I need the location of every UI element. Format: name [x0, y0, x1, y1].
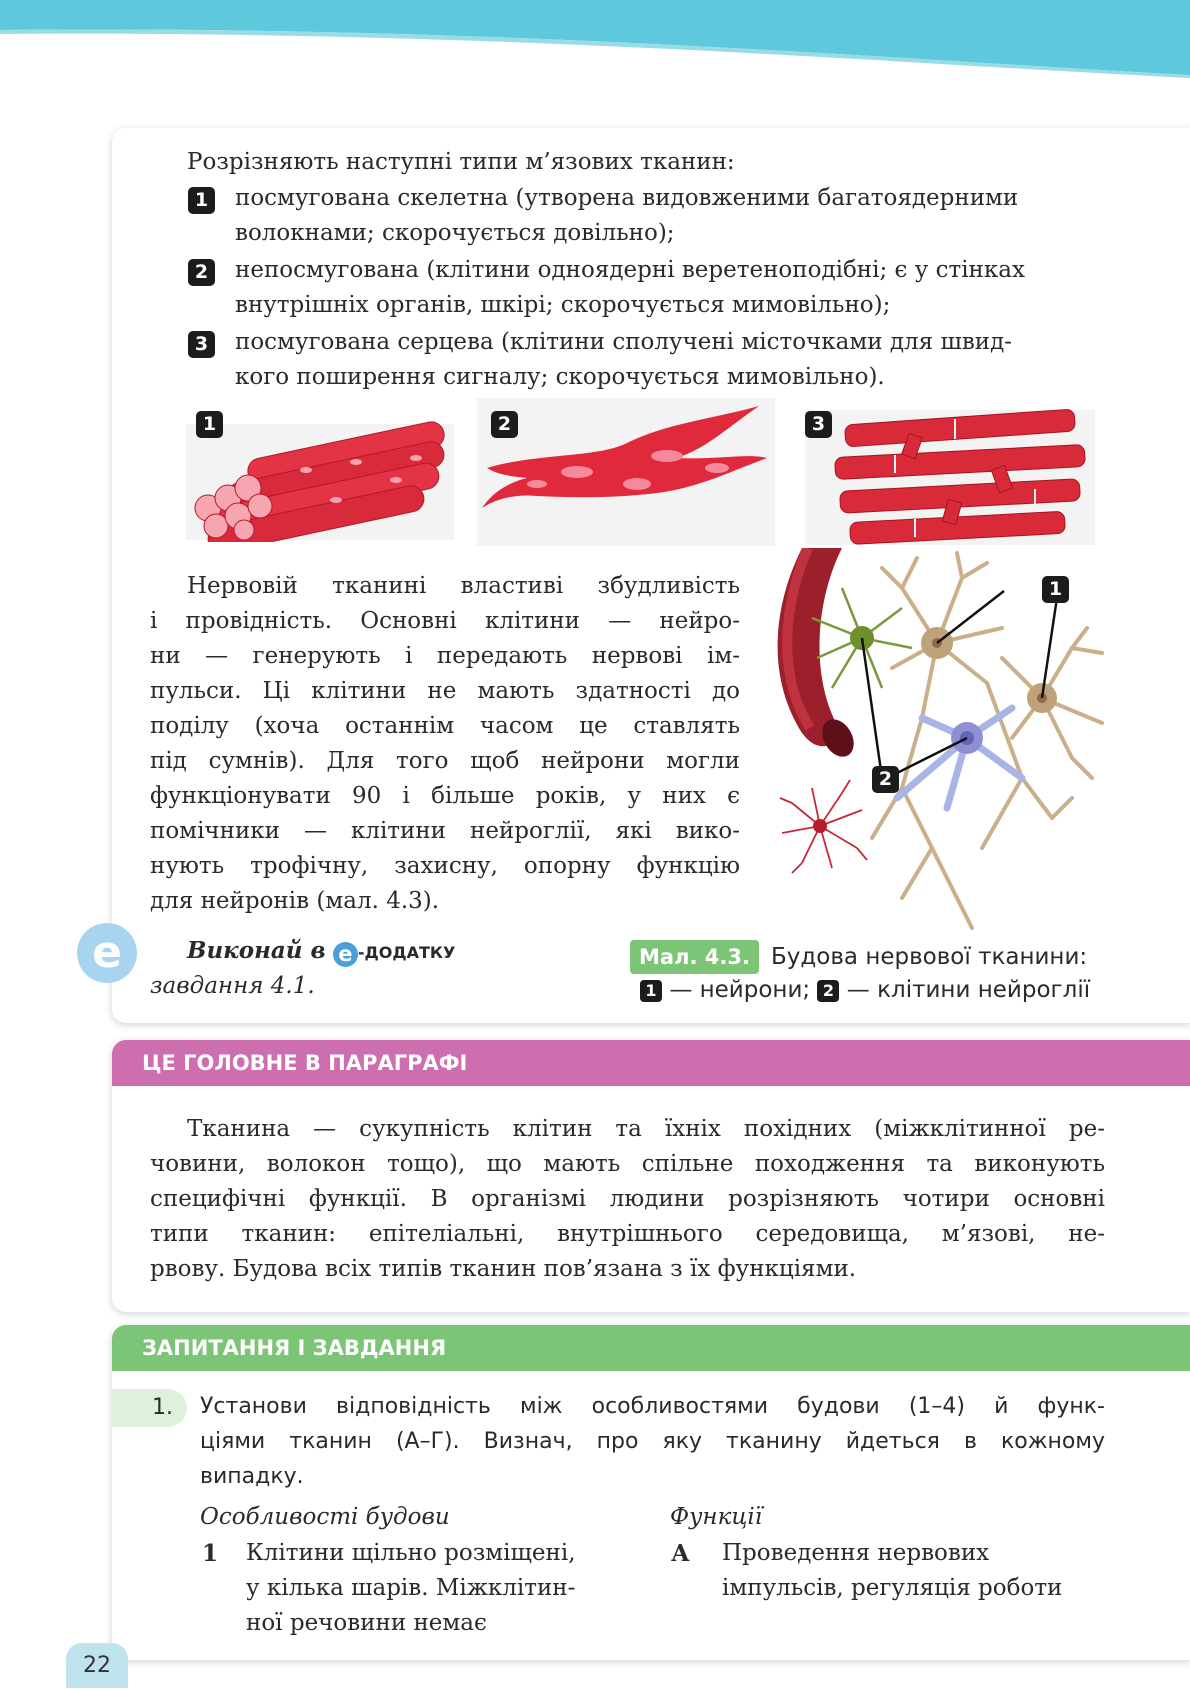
addon-label: -ДОДАТКУ: [357, 943, 456, 962]
paragraph-line: ни — генерують і передають нервові ім-: [150, 643, 740, 669]
questions-header: ЗАПИТАННЯ І ЗАВДАННЯ: [112, 1325, 1190, 1371]
paragraph-line: нують трофічну, захисну, опорну функцію: [150, 853, 740, 879]
neural-tissue-illustration: [772, 548, 1118, 943]
function-line: Проведення нервових: [722, 1540, 990, 1566]
function-item-letter: А: [671, 1540, 690, 1567]
function-item-text: [722, 1536, 1122, 1606]
page-number: 22: [66, 1643, 128, 1688]
list-line: кого поширення сигналу; скорочується мимовільно).: [235, 364, 885, 390]
column-title-structure: Особливості будови: [200, 1504, 450, 1530]
structure-line: Клітини щільно розміщені,: [246, 1540, 576, 1566]
structure-item-number: 1: [202, 1540, 219, 1567]
figure-title: Будова нервової тканини:: [771, 944, 1088, 970]
question-line: випадку.: [200, 1464, 304, 1489]
e-addon-task[interactable]: [187, 934, 455, 970]
nervous-tissue-paragraph: [150, 569, 740, 919]
skeletal-muscle-image: [186, 420, 456, 542]
list-line: непосмугована (клітини одноядерні веретеноподібні; є у стінках: [235, 257, 1025, 283]
muscle-type-item: [235, 253, 1105, 323]
question-line: Установи відповідність між особливостями будови (1–4) й функ-: [200, 1394, 1105, 1419]
task-prefix: Виконай в: [187, 937, 326, 964]
legend-text: — нейрони;: [669, 977, 811, 1003]
paragraph-line: поділу (хоча останнім часом це ставлять: [150, 713, 740, 739]
image-badge: 2: [491, 411, 518, 438]
intro-text: Розрізняють наступні типи м’язових тканин:: [187, 149, 735, 175]
task-number: завдання 4.1.: [150, 973, 315, 999]
legend-text: — клітини нейроглії: [846, 977, 1091, 1003]
question-text: [200, 1389, 1105, 1494]
smooth-muscle-image: [477, 398, 775, 546]
paragraph-line: для нейронів (мал. 4.3).: [150, 888, 440, 914]
glia-label-badge: 2: [872, 766, 899, 793]
column-title-functions: Функції: [670, 1504, 763, 1530]
function-line: імпульсів, регуляція роботи: [722, 1575, 1063, 1601]
summary-paragraph: [150, 1112, 1105, 1287]
summary-line: специфічні функції. В організмі людини розрізняють чотири основні: [150, 1186, 1105, 1212]
figure-label: Мал. 4.3.: [630, 940, 759, 974]
e-addon-margin-icon: [76, 922, 138, 984]
muscle-type-item: [235, 325, 1105, 395]
legend-badge: 2: [817, 980, 839, 1002]
svg-text:e: e: [92, 927, 122, 978]
list-line: волокнами; скорочується довільно);: [235, 220, 675, 246]
paragraph-line: функціонувати 90 і більше років, у них є: [150, 783, 740, 809]
structure-line: ної речовини немає: [246, 1610, 487, 1636]
summary-line: човини, волокон тощо), що мають спільне походження та виконують: [150, 1151, 1105, 1177]
question-line: ціями тканин (А–Г). Визнач, про яку тканину йдеться в кожному: [200, 1429, 1105, 1454]
paragraph-line: помічники — клітини нейроглії, які вико-: [150, 818, 740, 844]
paragraph-line: Нервовій тканині властиві збудливість: [187, 573, 740, 599]
legend-badge: 1: [640, 980, 662, 1002]
image-badge: 3: [805, 411, 832, 438]
list-line: внутрішніх органів, шкірі; скорочується мимовільно);: [235, 292, 891, 318]
summary-line: Тканина — сукупність клітин та їхніх похідних (міжклітинної ре-: [187, 1116, 1105, 1142]
structure-line: у кілька шарів. Міжклітин-: [246, 1575, 576, 1601]
paragraph-line: пульси. Ці клітини не мають здатності до: [150, 678, 740, 704]
top-color-band: [0, 0, 1190, 90]
cardiac-muscle-image: [805, 405, 1095, 545]
list-number-badge: 3: [188, 331, 215, 358]
summary-line: типи тканин: епітеліальні, внутрішнього середовища, м’язові, не-: [150, 1221, 1105, 1247]
list-number-badge: 1: [188, 187, 215, 214]
figure-legend: [640, 973, 1090, 1007]
paragraph-line: під сумнів). Для того щоб нейрони могли: [150, 748, 740, 774]
list-number-badge: 2: [188, 259, 215, 286]
list-line: посмугована серцева (клітини сполучені місточками для швид-: [235, 329, 1013, 355]
muscle-type-item: [235, 181, 1105, 251]
list-line: посмугована скелетна (утворена видовженими багатоядерними: [235, 185, 1019, 211]
summary-header: ЦЕ ГОЛОВНЕ В ПАРАГРАФІ: [112, 1040, 1190, 1086]
e-addon-icon: е: [333, 942, 358, 967]
summary-line: рвову. Будова всіх типів тканин пов’язана з їх функціями.: [150, 1256, 857, 1282]
image-badge: 1: [196, 411, 223, 438]
question-number: 1.: [112, 1389, 187, 1427]
paragraph-line: і провідність. Основні клітини — нейро-: [150, 608, 740, 634]
structure-item-text: [246, 1536, 636, 1641]
neuron-label-badge: 1: [1042, 576, 1069, 603]
